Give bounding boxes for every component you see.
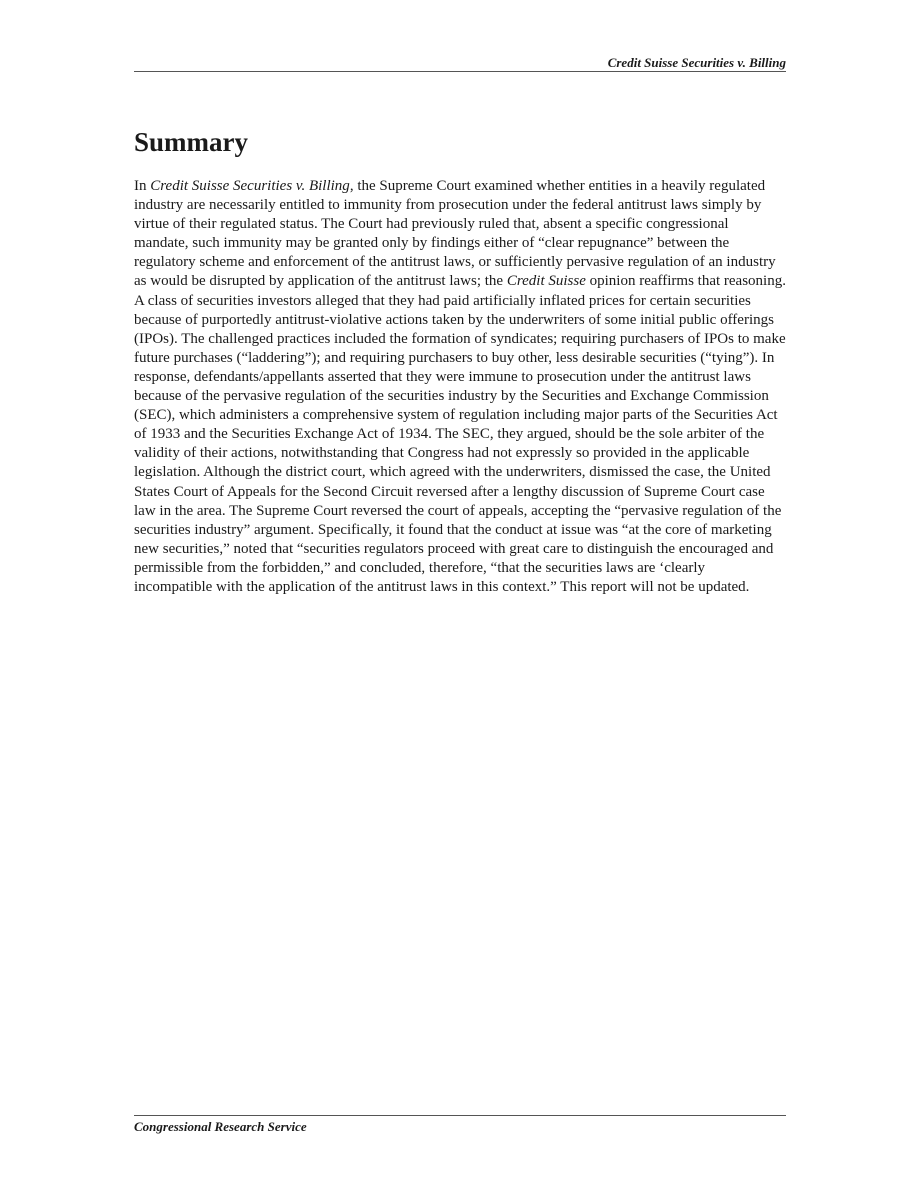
summary-text-part-1: , the Supreme Court examined whether entities in a heavily regulated industry are necessarily entitled to immunity from prosecution under the federal antitrust laws simply by virtue of their regulated status. The Court had previously ruled that, absent a specific congressional mandate, such immunity may be granted only by findings either of “clear repugnance” between the regulatory scheme and enforcement of the antitrust laws, or sufficiently pervasive regulation of an industry as would be disrupted by application of the antitrust laws; the (134, 178, 776, 290)
footer-publisher: Congressional Research Service (134, 1119, 307, 1134)
page-title: Summary (134, 127, 248, 157)
case-name: Credit Suisse Securities v. Billing (150, 178, 350, 194)
short-case-name: Credit Suisse (506, 273, 586, 290)
running-header: Credit Suisse Securities v. Billing (607, 55, 786, 70)
summary-text-part-2: opinion reaffirms that reasoning. A class of securities investors alleged that they had paid artificially inflated prices for certain securities because of purportedly antitrust-violative actions taken by the underwriters of some initial public offerings (IPOs). The challenged practices included the formation of syndicates; requiring purchasers of IPOs to make future purchases (“laddering”); and requiring purchasers to buy other, less desirable securities (“tying”). In response, defendants/appellants asserted that they were immune to prosecution under the antitrust laws because of the pervasive regulation of the securities industry by the Securities and Exchange Commission (SEC), which administers a comprehensive system of regulation including major parts of the Securities Act of 1933 and the Securities Exchange Act of 1934. The SEC, they argued, should be the sole arbiter of the validity of their actions, notwithstanding that Congress had not expressly so provided in the applicable legislation. Although the district court, which agreed with the underwriters, dismissed the case, the United States Court of Appeals for the Second Circuit reversed after a lengthy discussion of Supreme Court case law in the area. The Supreme Court reversed the court of appeals, accepting the “pervasive regulation of the securities industry” argument. Specifically, it found that the conduct at issue was “at the core of marketing new securities,” noted that “securities regulators proceed with great care to distinguish the encouraged and permissible from the forbidden,” and concluded, therefore, “that the securities laws are ‘clearly incompatible with the application of the antitrust laws in this context.” This report will not be updated. (134, 273, 786, 595)
footer-rule (134, 1115, 786, 1116)
header-rule (134, 71, 786, 72)
summary-paragraph (134, 177, 786, 597)
in-word: In (134, 178, 147, 194)
